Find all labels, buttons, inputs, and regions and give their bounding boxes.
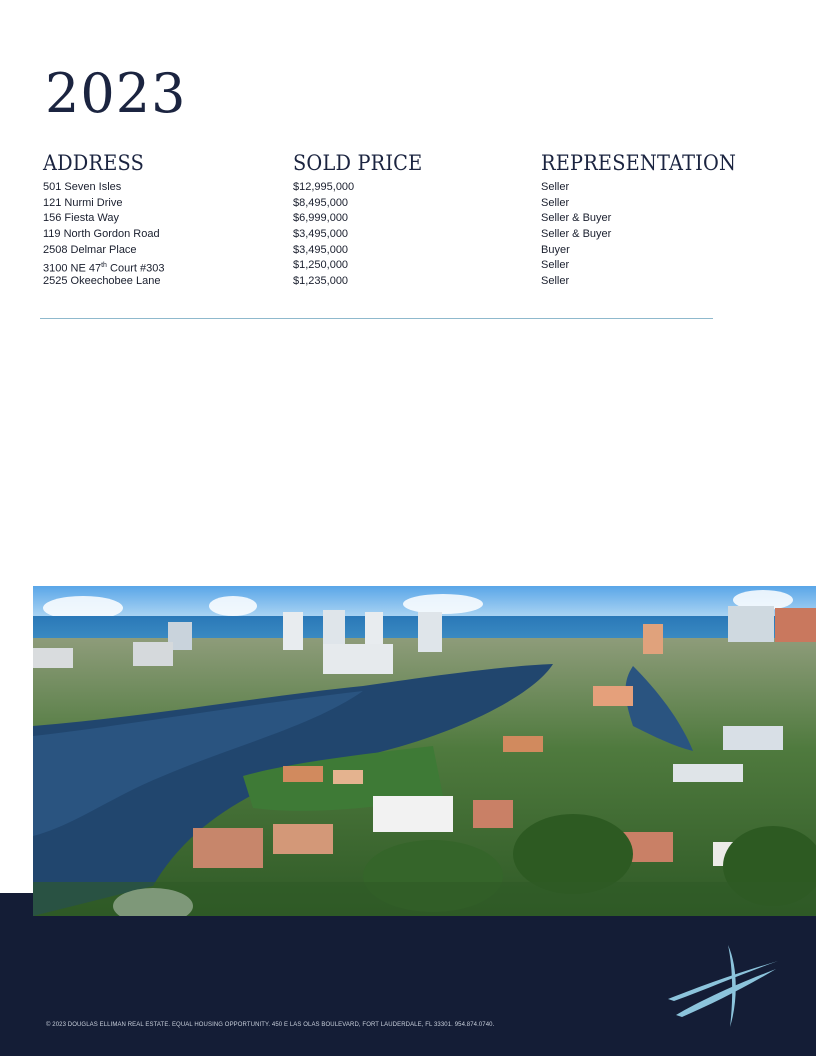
address-superscript: th (101, 262, 107, 270)
price-cell: $3,495,000 (293, 228, 349, 241)
price-cell: $1,235,000 (293, 275, 349, 288)
rep-cell: Seller & Buyer (541, 212, 612, 225)
address-header: ADDRESS (43, 151, 145, 175)
rep-cell: Seller & Buyer (541, 228, 612, 241)
price-cell: $6,999,000 (293, 212, 349, 225)
footer-legal-text: © 2023 DOUGLAS ELLIMAN REAL ESTATE. EQUAL HOUSING OPPORTUNITY. 450 E LAS OLAS BOULEVARD, FORT LAUDERDALE, FL 33301. 954.874.0740. (46, 1022, 495, 1028)
rep-cell: Buyer (541, 243, 570, 256)
elliman-logo-icon (664, 943, 782, 1029)
year-heading: 2023 (45, 62, 187, 125)
address-cell: 119 North Gordon Road (43, 228, 160, 241)
address-cell: 121 Nurmi Drive (43, 196, 123, 209)
address-column (43, 150, 164, 290)
address-part: 3100 NE 47 (43, 263, 102, 276)
address-cell (43, 258, 164, 274)
price-cell: $8,495,000 (293, 196, 349, 209)
address-cell: 501 Seven Isles (43, 181, 122, 193)
rep-cell: Seller (541, 259, 570, 272)
address-cell: 2525 Okeechobee Lane (43, 275, 161, 288)
sold-price-column (293, 150, 434, 290)
representation-header: REPRESENTATION (541, 151, 737, 175)
footer-band (0, 893, 816, 1056)
address-cell: 2508 Delmar Place (43, 243, 137, 256)
representation-column (541, 150, 753, 290)
address-part: Court #303 (106, 263, 165, 276)
rep-cell: Seller (541, 181, 570, 193)
address-cell: 156 Fiesta Way (43, 212, 120, 225)
price-cell: $3,495,000 (293, 243, 349, 256)
rep-cell: Seller (541, 275, 570, 288)
rep-cell: Seller (541, 196, 570, 209)
sold-price-header: SOLD PRICE (293, 151, 423, 175)
aerial-waterfront-photo (33, 586, 816, 916)
section-divider (40, 318, 713, 319)
price-cell: $12,995,000 (293, 181, 355, 193)
price-cell: $1,250,000 (293, 259, 349, 272)
